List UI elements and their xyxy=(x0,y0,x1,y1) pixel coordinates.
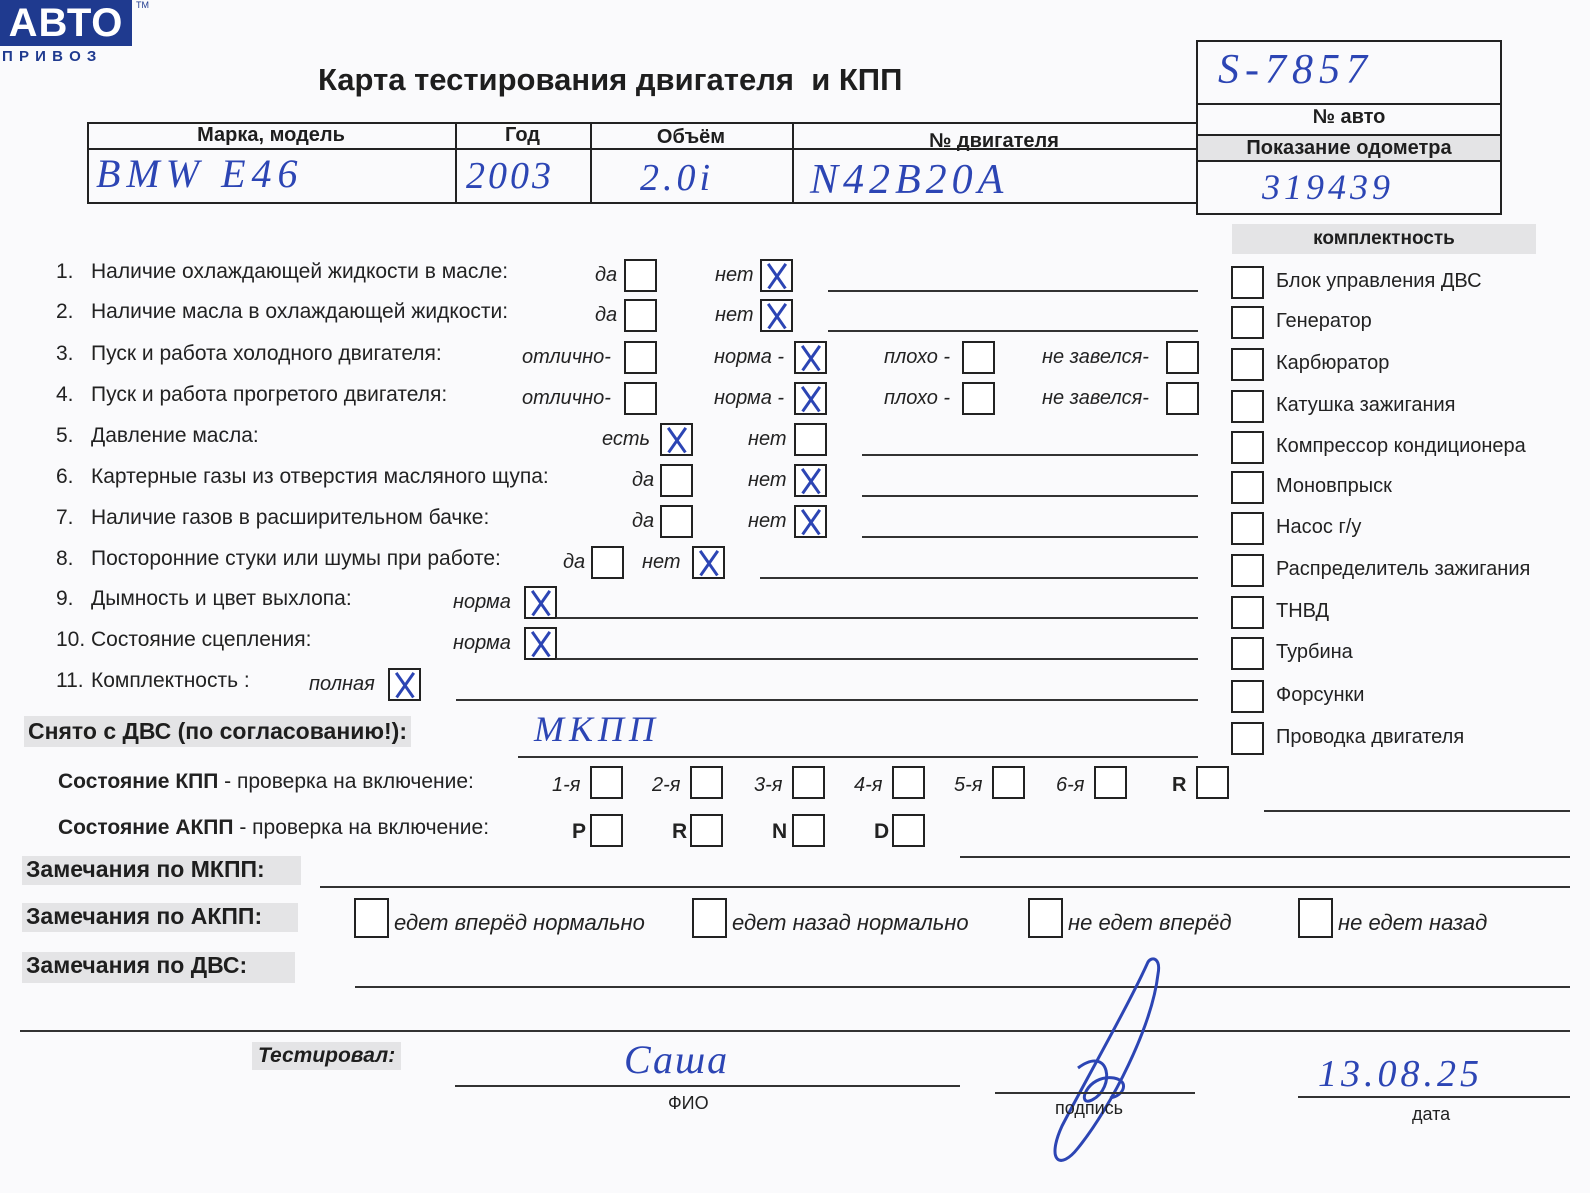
answer-line xyxy=(556,617,1198,619)
date-label: дата xyxy=(1412,1104,1451,1124)
question-number: 10. xyxy=(56,628,86,651)
completeness-checkbox[interactable] xyxy=(1231,348,1264,381)
option-label: нет xyxy=(748,469,787,491)
option-label: плохо - xyxy=(884,387,951,409)
option-label: норма xyxy=(453,632,511,654)
remarks-dvs-label: Замечания по ДВС: xyxy=(22,952,295,983)
question-number: 7. xyxy=(56,506,74,529)
akpp-label-rest: - проверка на включение: xyxy=(233,816,490,839)
kpp-line xyxy=(1264,810,1570,812)
akpp-remark-checkbox[interactable] xyxy=(1298,898,1333,938)
gear-checkbox[interactable] xyxy=(892,766,925,799)
car-number-value: S-7857 xyxy=(1218,47,1373,93)
completeness-checkbox[interactable] xyxy=(1231,554,1264,587)
akpp-remark-checkbox[interactable] xyxy=(692,898,727,938)
removed-line xyxy=(518,756,1198,758)
option-checkbox[interactable] xyxy=(794,341,827,374)
completeness-item-label: Форсунки xyxy=(1276,684,1365,706)
model-value: BMW E46 xyxy=(96,151,304,196)
signature xyxy=(1040,956,1180,1171)
question-number: 1. xyxy=(56,260,74,283)
completeness-item-label: Распределитель зажигания xyxy=(1276,558,1531,580)
sign-line xyxy=(995,1092,1195,1094)
question-label: Состояние сцепления: xyxy=(91,628,312,651)
gear-checkbox[interactable] xyxy=(1094,766,1127,799)
akpp-label-bold: Состояние АКПП xyxy=(58,816,234,839)
odometer-divider-2 xyxy=(1196,160,1502,162)
answer-line xyxy=(760,577,1198,579)
gear-checkbox[interactable] xyxy=(992,766,1025,799)
question-label: Пуск и работа холодного двигателя: xyxy=(91,342,442,365)
col-header-odometer: Показание одометра xyxy=(1198,136,1500,160)
gear-label: 2-я xyxy=(652,774,681,796)
option-label: да xyxy=(595,264,618,286)
col-header-model: Марка, модель xyxy=(197,124,345,146)
option-checkbox[interactable] xyxy=(660,464,693,497)
option-checkbox[interactable] xyxy=(794,423,827,456)
date-line xyxy=(1298,1096,1570,1098)
option-checkbox[interactable] xyxy=(524,586,557,619)
odometer-value: 319439 xyxy=(1262,167,1394,207)
option-checkbox[interactable] xyxy=(794,464,827,497)
remarks-mkpp-line xyxy=(320,886,1570,888)
gear-checkbox[interactable] xyxy=(1196,766,1229,799)
option-label: не завелся- xyxy=(1042,346,1149,368)
question-label: Наличие масла в охлаждающей жидкости: xyxy=(91,300,509,323)
option-checkbox[interactable] xyxy=(624,299,657,332)
completeness-item-label: Компрессор кондиционера xyxy=(1276,435,1526,457)
completeness-checkbox[interactable] xyxy=(1231,471,1264,504)
option-checkbox[interactable] xyxy=(591,546,624,579)
car-number-label: № авто xyxy=(1312,106,1386,128)
date-value: 13.08.25 xyxy=(1318,1053,1483,1095)
akpp-label xyxy=(58,816,489,840)
gear-label: 1-я xyxy=(552,774,581,796)
akpp-line xyxy=(960,856,1570,858)
mode-checkbox[interactable] xyxy=(590,814,623,847)
completeness-checkbox[interactable] xyxy=(1231,390,1264,423)
completeness-item-label: Катушка зажигания xyxy=(1276,394,1456,416)
option-label: нет xyxy=(715,304,754,326)
option-checkbox[interactable] xyxy=(962,382,995,415)
answer-line xyxy=(456,699,1198,701)
question-number: 11. xyxy=(56,669,84,692)
completeness-item-label: Блок управления ДВС xyxy=(1276,270,1482,292)
kpp-label xyxy=(58,770,474,794)
akpp-remark-label: не едет вперёд xyxy=(1068,910,1232,935)
gear-label: R xyxy=(1172,774,1187,796)
option-checkbox[interactable] xyxy=(624,382,657,415)
option-label: нет xyxy=(748,428,787,450)
option-checkbox[interactable] xyxy=(1166,382,1199,415)
completeness-item-label: Генератор xyxy=(1276,310,1372,332)
completeness-item-label: Моновпрыск xyxy=(1276,475,1392,497)
option-label: нет xyxy=(642,551,681,573)
answer-line xyxy=(862,536,1198,538)
gear-checkbox[interactable] xyxy=(792,766,825,799)
fio-line xyxy=(455,1085,960,1087)
question-number: 2. xyxy=(56,300,74,323)
remarks-dvs-line xyxy=(355,986,1570,988)
akpp-remark-label: не едет назад xyxy=(1338,910,1488,935)
fio-label: ФИО xyxy=(668,1093,709,1113)
remarks-mkpp-label: Замечания по МКПП: xyxy=(22,856,301,885)
engine-value: N42B20A xyxy=(810,157,1009,203)
option-checkbox[interactable] xyxy=(794,382,827,415)
option-label: отлично- xyxy=(522,346,611,368)
option-checkbox[interactable] xyxy=(660,423,693,456)
option-checkbox[interactable] xyxy=(760,259,793,292)
logo-subtitle: П Р И В О З xyxy=(2,48,98,65)
completeness-checkbox[interactable] xyxy=(1231,680,1264,713)
akpp-remark-checkbox[interactable] xyxy=(1028,898,1063,938)
answer-line xyxy=(862,454,1198,456)
answer-line xyxy=(556,658,1198,660)
completeness-item-label: Проводка двигателя xyxy=(1276,726,1465,748)
completeness-checkbox[interactable] xyxy=(1231,722,1264,755)
question-number: 6. xyxy=(56,465,74,488)
removed-value: МКПП xyxy=(534,709,660,749)
question-label: Наличие охлаждающей жидкости в масле: xyxy=(91,260,509,283)
option-label: отлично- xyxy=(522,387,611,409)
mode-checkbox[interactable] xyxy=(792,814,825,847)
option-label: норма xyxy=(453,591,511,613)
question-number: 5. xyxy=(56,424,74,447)
question-label: Комплектность : xyxy=(91,669,250,692)
question-label: Картерные газы из отверстия масляного щупа: xyxy=(91,465,549,488)
option-label: есть xyxy=(602,428,651,450)
sign-label: подпись xyxy=(1055,1098,1124,1118)
completeness-checkbox[interactable] xyxy=(1231,512,1264,545)
question-label: Наличие газов в расширительном бачке: xyxy=(91,506,490,529)
completeness-item-label: ТНВД xyxy=(1276,600,1330,622)
col-header-engine: № двигателя xyxy=(929,130,1059,152)
completeness-checkbox[interactable] xyxy=(1231,306,1264,339)
mode-checkbox[interactable] xyxy=(690,814,723,847)
completeness-checkbox[interactable] xyxy=(1231,431,1264,464)
completeness-item-label: Насос г/у xyxy=(1276,516,1362,538)
mode-checkbox[interactable] xyxy=(892,814,925,847)
mode-label: R xyxy=(672,820,688,843)
mode-label: D xyxy=(874,820,890,843)
question-label: Посторонние стуки или шумы при работе: xyxy=(91,547,501,570)
option-checkbox[interactable] xyxy=(962,341,995,374)
answer-line xyxy=(828,330,1198,332)
option-checkbox[interactable] xyxy=(794,505,827,538)
question-number: 4. xyxy=(56,383,74,406)
page-title: Карта тестирования двигателя и КПП xyxy=(318,62,903,97)
logo xyxy=(0,0,149,65)
mode-label: P xyxy=(572,820,587,843)
option-checkbox[interactable] xyxy=(1166,341,1199,374)
car-number-divider xyxy=(1196,103,1502,105)
completeness-item-label: Турбина xyxy=(1276,641,1353,663)
option-label: нет xyxy=(748,510,787,532)
gear-checkbox[interactable] xyxy=(590,766,623,799)
gear-label: 5-я xyxy=(954,774,983,796)
option-label: плохо - xyxy=(884,346,951,368)
tested-by-label: Тестировал: xyxy=(252,1042,401,1070)
option-label: да xyxy=(632,510,655,532)
option-label: да xyxy=(632,469,655,491)
year-value: 2003 xyxy=(466,155,554,197)
option-label: норма - xyxy=(714,346,785,368)
option-label: да xyxy=(595,304,618,326)
option-checkbox[interactable] xyxy=(660,505,693,538)
question-number: 8. xyxy=(56,547,74,570)
akpp-remark-label: едет вперёд нормально xyxy=(394,910,645,935)
gear-label: 3-я xyxy=(754,774,783,796)
akpp-remark-checkbox[interactable] xyxy=(354,898,389,938)
option-checkbox[interactable] xyxy=(692,546,725,579)
answer-line xyxy=(828,290,1198,292)
logo-mark: АВТО xyxy=(0,0,132,46)
removed-label: Снято с ДВС (по согласованию!): xyxy=(24,716,411,747)
completeness-checkbox[interactable] xyxy=(1231,266,1264,299)
option-checkbox[interactable] xyxy=(624,259,657,292)
gear-label: 6-я xyxy=(1056,774,1085,796)
question-label: Дымность и цвет выхлопа: xyxy=(91,587,352,610)
remarks-akpp-label: Замечания по АКПП: xyxy=(22,903,298,932)
option-label: не завелся- xyxy=(1042,387,1149,409)
option-checkbox[interactable] xyxy=(524,627,557,660)
question-number: 9. xyxy=(56,587,74,610)
option-label: нет xyxy=(715,264,754,286)
completeness-item-label: Карбюратор xyxy=(1276,352,1390,374)
question-label: Пуск и работа прогретого двигателя: xyxy=(91,383,448,406)
volume-value: 2.0i xyxy=(640,157,715,199)
kpp-label-bold: Состояние КПП xyxy=(58,770,219,793)
option-label: да xyxy=(563,551,586,573)
akpp-remark-label: едет назад нормально xyxy=(732,910,969,935)
option-checkbox[interactable] xyxy=(760,299,793,332)
col-header-volume: Объём xyxy=(656,126,726,148)
kpp-label-rest: - проверка на включение: xyxy=(218,770,474,793)
gear-label: 4-я xyxy=(854,774,883,796)
option-checkbox[interactable] xyxy=(388,668,421,701)
completeness-checkbox[interactable] xyxy=(1231,596,1264,629)
fio-value: Саша xyxy=(624,1037,730,1082)
col-header-year: Год xyxy=(505,124,540,146)
option-label: полная xyxy=(309,673,375,695)
completeness-checkbox[interactable] xyxy=(1231,637,1264,670)
option-label: норма - xyxy=(714,387,785,409)
answer-line xyxy=(862,495,1198,497)
question-label: Давление масла: xyxy=(91,424,259,447)
mode-label: N xyxy=(772,820,788,843)
logo-tm: TM xyxy=(136,0,149,10)
remarks-extra-line xyxy=(20,1030,1570,1032)
question-number: 3. xyxy=(56,342,74,365)
completeness-title: комплектность xyxy=(1232,224,1536,254)
option-checkbox[interactable] xyxy=(624,341,657,374)
gear-checkbox[interactable] xyxy=(690,766,723,799)
